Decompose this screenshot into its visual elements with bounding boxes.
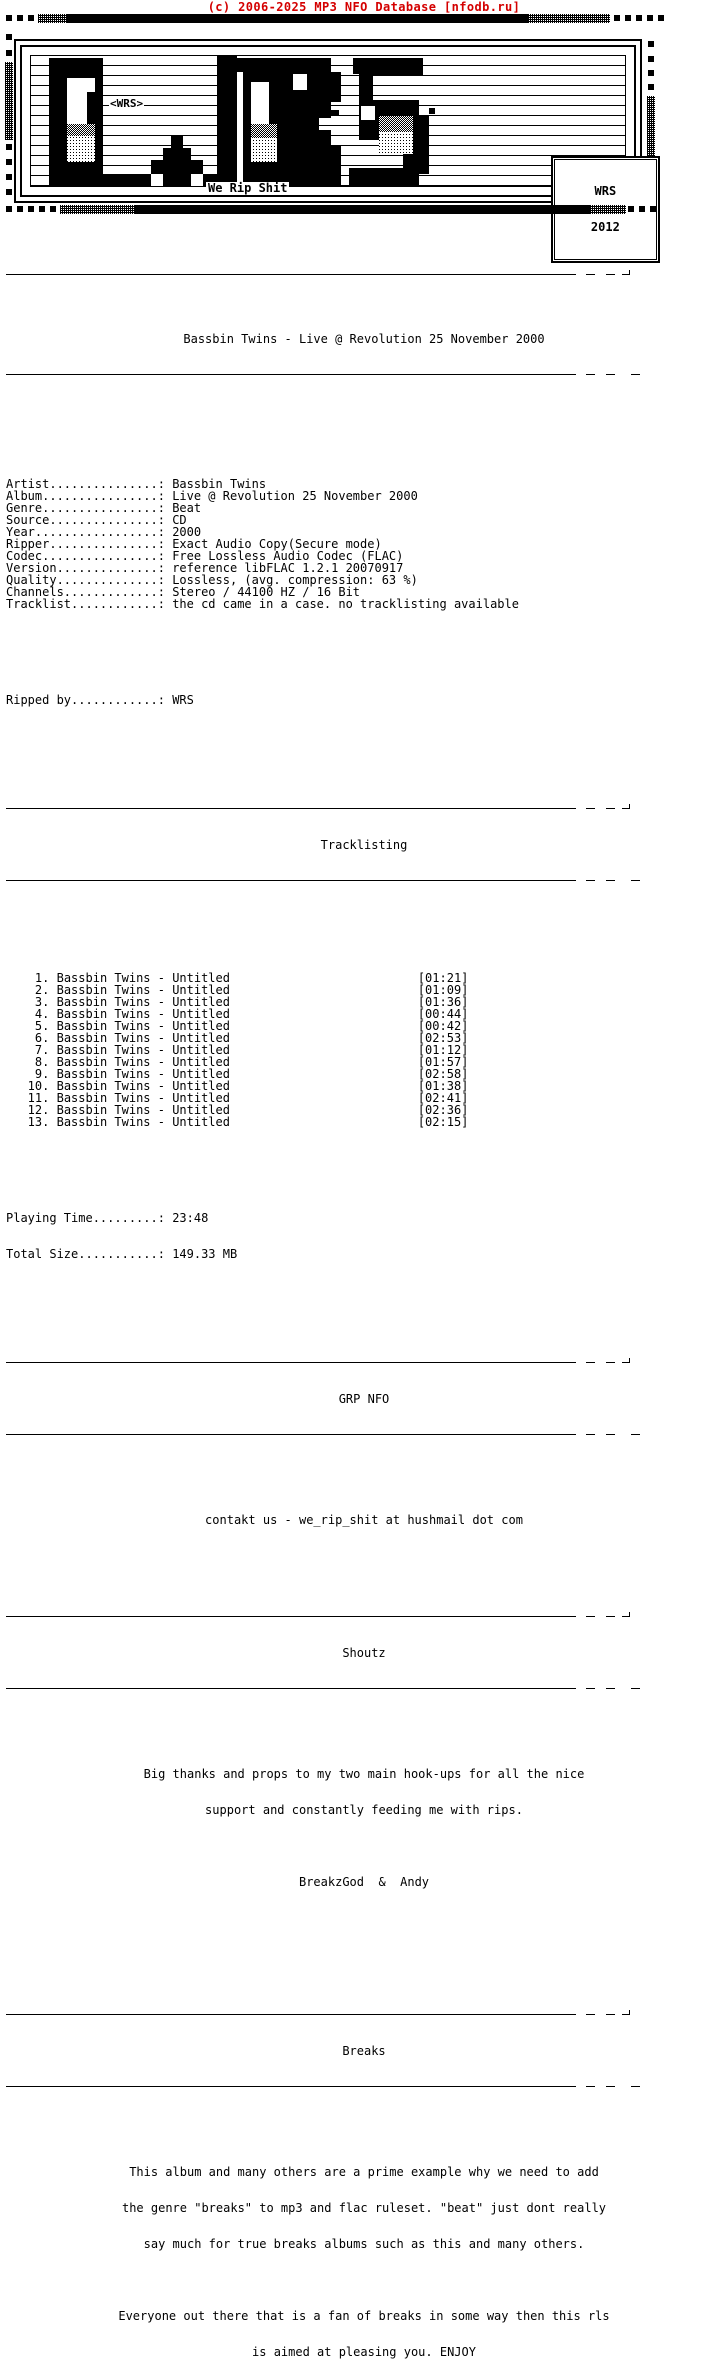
rule-dash: [606, 274, 615, 275]
track-title: Bassbin Twins - Untitled: [56, 983, 230, 997]
rule-dash: [586, 2014, 595, 2015]
banner-block-icon: [636, 15, 642, 21]
logo-scanline-field: [30, 55, 626, 234]
rule-dash: [586, 274, 595, 275]
banner-dither-right: [528, 14, 610, 23]
info-row-label: Album................:: [6, 489, 165, 503]
rule-dash: [631, 880, 640, 881]
rule-segment: [6, 374, 576, 375]
banner-block-icon: [50, 206, 56, 212]
rule-dash: [631, 374, 640, 375]
info-row-label: Genre................:: [6, 501, 165, 515]
banner-dither-right: [590, 205, 626, 214]
release-title: Bassbin Twins - Live @ Revolution 25 November 2000: [183, 332, 545, 346]
nfo-body: [0, 222, 728, 2370]
rule-dash: [631, 1688, 640, 1689]
info-row-value: Live @ Revolution 25 November 2000: [172, 489, 418, 503]
track-number: 9.: [6, 1067, 50, 1081]
track-title: Bassbin Twins - Untitled: [56, 1043, 230, 1057]
info-row-label: Codec................:: [6, 549, 165, 563]
track-duration: [01:09]: [417, 983, 469, 997]
info-row-value: 2000: [172, 525, 202, 539]
track-duration: [01:12]: [417, 1043, 469, 1057]
breaks-line-3: say much for true breaks albums such as this and many others.: [143, 2237, 585, 2251]
rule-corner: [629, 1358, 630, 1363]
track-title: Bassbin Twins - Untitled: [56, 1115, 230, 1129]
track-number: 13.: [6, 1115, 50, 1129]
track-duration: [01:36]: [417, 995, 469, 1009]
rule-grpnfo-bottom: [0, 1430, 728, 1440]
info-row-value: Exact Audio Copy(Secure mode): [172, 537, 382, 551]
track-title: Bassbin Twins - Untitled: [56, 1067, 230, 1081]
banner-block-icon: [648, 56, 654, 62]
info-row-label: Quality..............:: [6, 573, 165, 587]
banner-solid-core: [134, 205, 590, 214]
section-heading-grpnfo: GRP NFO: [338, 1392, 390, 1406]
banner-block-icon: [648, 70, 654, 76]
playing-time-label: Playing Time.........:: [6, 1211, 165, 1225]
ripped-by-value: WRS: [172, 693, 194, 707]
rule-dash: [586, 1688, 595, 1689]
rule-corner: [629, 2010, 630, 2015]
rule-dash: [606, 880, 615, 881]
track-title: Bassbin Twins - Untitled: [56, 1031, 230, 1045]
rule-segment: [6, 880, 576, 881]
track-duration: [02:41]: [417, 1091, 469, 1105]
banner-bottom-bar: [0, 205, 728, 214]
rule-dash: [606, 2086, 615, 2087]
rule-dash: [586, 880, 595, 881]
track-number: 3.: [6, 995, 50, 1009]
rule-dash: [586, 808, 595, 809]
track-title: Bassbin Twins - Untitled: [56, 1019, 230, 1033]
banner-block-icon: [6, 159, 12, 165]
info-row-label: Ripper...............:: [6, 537, 165, 551]
banner-block-icon: [6, 189, 12, 195]
info-row-label: Source...............:: [6, 513, 165, 527]
rule-top: [0, 270, 728, 280]
track-number: 7.: [6, 1043, 50, 1057]
track-number: 1.: [6, 971, 50, 985]
track-duration: [02:58]: [417, 1067, 469, 1081]
track-title: Bassbin Twins - Untitled: [56, 971, 230, 985]
rule-dash: [606, 2014, 615, 2015]
shoutz-line-3: BreakzGod & Andy: [298, 1875, 430, 1889]
banner-block-icon: [647, 15, 653, 21]
logo-tagline: We Rip Shit: [208, 181, 288, 195]
breaks-line-4: Everyone out there that is a fan of breaks in some way then this rls: [118, 2309, 610, 2323]
rule-segment: [6, 1688, 576, 1689]
rule-under-title: [0, 370, 728, 380]
track-number: 8.: [6, 1055, 50, 1069]
rule-shoutz-bottom: [0, 1684, 728, 1694]
rule-tracklisting-bottom: [0, 876, 728, 886]
rule-segment: [6, 808, 576, 809]
rule-dash: [586, 1362, 595, 1363]
ascii-art-banner: [0, 14, 728, 234]
rule-dash: [631, 2086, 640, 2087]
nfodb-copyright-banner: (c) 2006-2025 MP3 NFO Database [nfodb.ru]: [207, 0, 521, 14]
playing-time-value: 23:48: [172, 1211, 209, 1225]
track-duration: [01:57]: [417, 1055, 469, 1069]
release-info-list: [0, 478, 728, 610]
rule-segment: [6, 1362, 576, 1363]
info-row-value: reference libFLAC 1.2.1 20070917: [172, 561, 404, 575]
track-row: [0, 1116, 728, 1128]
track-title: Bassbin Twins - Untitled: [56, 1091, 230, 1105]
track-number: 11.: [6, 1091, 50, 1105]
shoutz-line-2: support and constantly feeding me with rips.: [205, 1803, 523, 1817]
banner-dither-left: [38, 14, 66, 23]
banner-top-bar: [0, 14, 728, 23]
rule-segment: [6, 1434, 576, 1435]
rule-segment: [6, 2014, 576, 2015]
info-row-label: Version..............:: [6, 561, 165, 575]
ripped-by-label: Ripped by............:: [6, 693, 165, 707]
info-row-value: Bassbin Twins: [172, 477, 267, 491]
banner-block-icon: [39, 206, 45, 212]
banner-block-icon: [6, 206, 12, 212]
rule-dash: [586, 374, 595, 375]
info-row-value: Stereo / 44100 HZ / 16 Bit: [172, 585, 361, 599]
track-number: 2.: [6, 983, 50, 997]
track-duration: [02:53]: [417, 1031, 469, 1045]
rule-breaks-top: [0, 2010, 728, 2020]
track-title: Bassbin Twins - Untitled: [56, 995, 230, 1009]
rule-segment: [6, 1616, 576, 1617]
track-spacer: [49, 1115, 56, 1129]
track-duration: [01:38]: [417, 1079, 469, 1093]
track-title: Bassbin Twins - Untitled: [56, 1055, 230, 1069]
wrs-logo-glyphs: [31, 56, 641, 202]
info-row-label: Artist...............:: [6, 477, 165, 491]
banner-block-icon: [6, 15, 12, 21]
banner-block-icon: [648, 84, 654, 90]
track-duration: [00:44]: [417, 1007, 469, 1021]
track-number: 5.: [6, 1019, 50, 1033]
playing-time-row: [0, 1212, 728, 1224]
track-duration: [02:36]: [417, 1103, 469, 1117]
total-size-label: Total Size...........:: [6, 1247, 165, 1261]
track-title: Bassbin Twins - Untitled: [56, 1079, 230, 1093]
breaks-line-2: the genre "breaks" to mp3 and flac ruleset. "beat" just dont really: [121, 2201, 607, 2215]
banner-block-icon: [625, 15, 631, 21]
info-row-label: Channels.............:: [6, 585, 165, 599]
banner-solid-left: [66, 14, 528, 23]
track-number: 12.: [6, 1103, 50, 1117]
rule-dash: [606, 808, 615, 809]
banner-block-icon: [628, 206, 634, 212]
banner-dither-left: [60, 205, 134, 214]
shoutz-line-1: Big thanks and props to my two main hook-ups for all the nice: [143, 1767, 585, 1781]
rule-dash: [606, 1362, 615, 1363]
grpnfo-contact-line: contakt us - we_rip_shit at hushmail dot com: [205, 1513, 523, 1527]
banner-block-icon: [28, 15, 34, 21]
rule-corner: [629, 804, 630, 809]
track-list: [0, 972, 728, 1128]
track-title: Bassbin Twins - Untitled: [56, 1007, 230, 1021]
info-row-value: CD: [172, 513, 187, 527]
track-title: Bassbin Twins - Untitled: [56, 1103, 230, 1117]
info-row-value: the cd came in a case. no tracklisting available: [172, 597, 519, 611]
info-row-value: Free Lossless Audio Codec (FLAC): [172, 549, 404, 563]
group-tag-year: 2012: [590, 220, 620, 234]
logo-mini-tag: <WRS>: [110, 97, 144, 110]
rule-corner: [629, 1612, 630, 1617]
total-size-row: [0, 1248, 728, 1260]
rule-dash: [606, 374, 615, 375]
logo-frame-inner: [20, 45, 636, 234]
rule-segment: [6, 2086, 576, 2087]
track-duration: [00:42]: [417, 1019, 469, 1033]
track-number: 10.: [6, 1079, 50, 1093]
rule-corner: [629, 270, 630, 275]
rule-segment: [6, 274, 576, 275]
info-row-label: Year.................:: [6, 525, 165, 539]
breaks-line-1: This album and many others are a prime example why we need to add: [129, 2165, 599, 2179]
section-heading-breaks: Breaks: [342, 2044, 386, 2058]
breaks-line-5: is aimed at pleasing you. ENJOY: [252, 2345, 476, 2359]
rule-dash: [606, 1434, 615, 1435]
track-number: 4.: [6, 1007, 50, 1021]
section-heading-tracklisting: Tracklisting: [320, 838, 408, 852]
ripped-by-row: [0, 694, 728, 706]
banner-block-icon: [6, 174, 12, 180]
track-duration: [02:15]: [417, 1115, 469, 1129]
rule-grpnfo-top: [0, 1358, 728, 1368]
banner-block-icon: [639, 206, 645, 212]
info-row-label: Tracklist............:: [6, 597, 165, 611]
banner-block-icon: [17, 15, 23, 21]
section-heading-shoutz: Shoutz: [342, 1646, 386, 1660]
banner-block-icon: [28, 206, 34, 212]
track-duration: [01:21]: [417, 971, 469, 985]
banner-side-dither-left: [5, 62, 13, 140]
track-pad: [230, 1115, 418, 1129]
rule-dash: [586, 2086, 595, 2087]
rule-tracklisting-top: [0, 804, 728, 814]
banner-block-icon: [6, 50, 12, 56]
banner-block-icon: [614, 15, 620, 21]
info-row-value: Beat: [172, 501, 202, 515]
total-size-value: 149.33 MB: [172, 1247, 238, 1261]
banner-block-icon: [650, 206, 656, 212]
rule-breaks-bottom: [0, 2082, 728, 2092]
track-number: 6.: [6, 1031, 50, 1045]
group-tag-name: WRS: [594, 184, 617, 198]
rule-dash: [586, 1434, 595, 1435]
banner-block-icon: [17, 206, 23, 212]
rule-dash: [606, 1688, 615, 1689]
banner-block-icon: [648, 41, 654, 47]
rule-shoutz-top: [0, 1612, 728, 1622]
rule-dash: [631, 1434, 640, 1435]
banner-block-icon: [6, 144, 12, 150]
logo-frame-outer: [14, 39, 642, 234]
rule-dash: [586, 1616, 595, 1617]
banner-block-icon: [658, 15, 664, 21]
info-row-value: Lossless, (avg. compression: 63 %): [172, 573, 418, 587]
banner-block-icon: [6, 34, 12, 40]
rule-dash: [606, 1616, 615, 1617]
info-row: [0, 598, 728, 610]
